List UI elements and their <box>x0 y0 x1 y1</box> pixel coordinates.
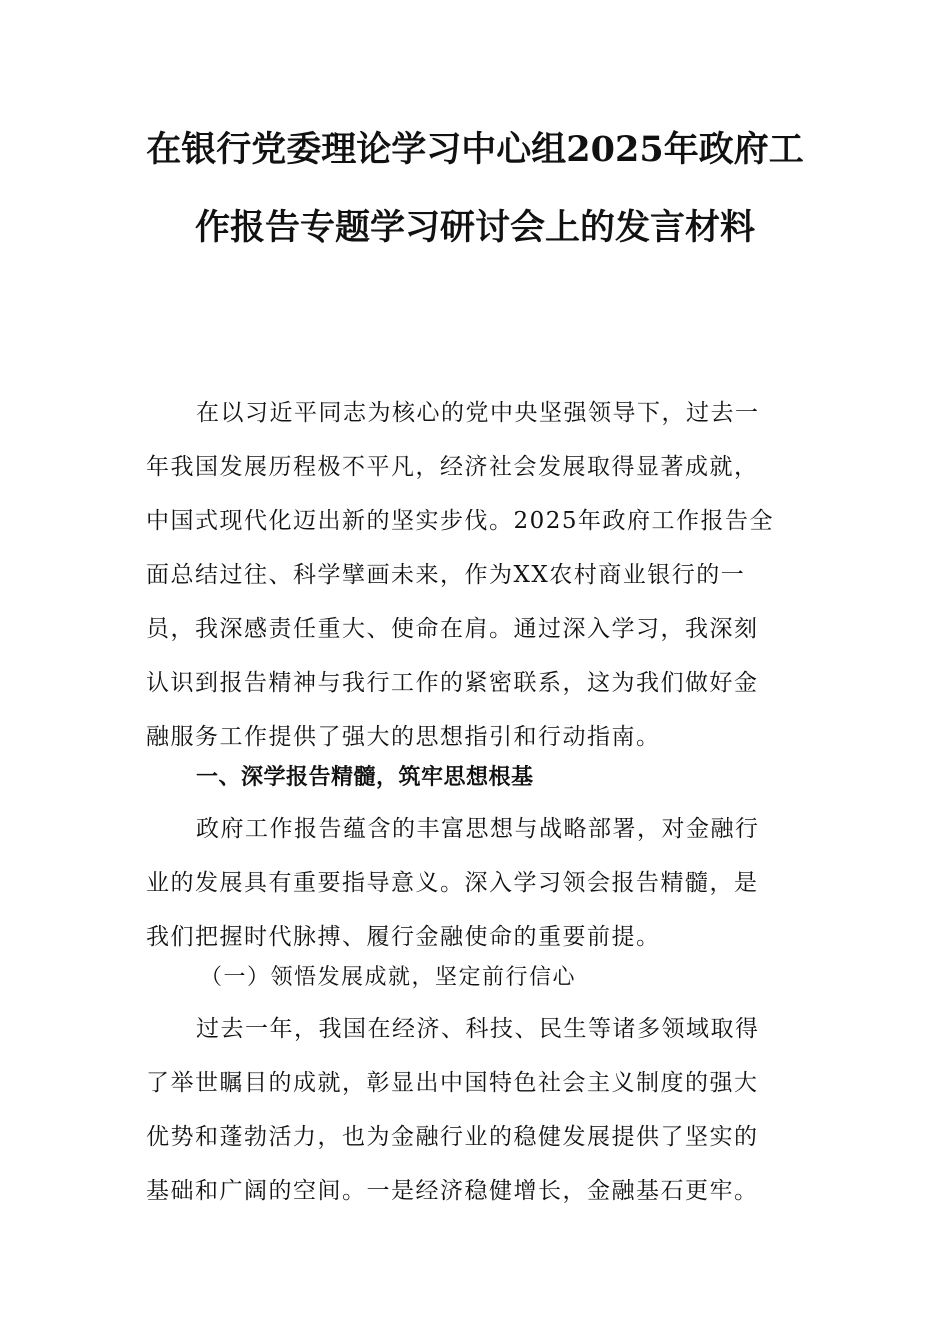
text-line: 面总结过往、科学擘画未来，作为XX农村商业银行的一 <box>146 562 746 588</box>
paragraph-subsection-1 <box>146 1002 806 1218</box>
paragraph-section-1 <box>146 802 806 964</box>
text-line: 中国式现代化迈出新的坚实步伐。2025年政府工作报告全 <box>146 508 775 534</box>
text-line: 了举世瞩目的成就，彰显出中国特色社会主义制度的强大 <box>146 1070 759 1096</box>
document-title-line-2: 作报告专题学习研讨会上的发言材料 <box>194 207 755 248</box>
text-line: 政府工作报告蕴含的丰富思想与战略部署，对金融行 <box>196 816 760 842</box>
text-line: 业的发展具有重要指导意义。深入学习领会报告精髓，是 <box>146 870 759 896</box>
document-title-line-1: 在银行党委理论学习中心组2025年政府工 <box>146 129 804 170</box>
text-line: 优势和蓬勃活力，也为金融行业的稳健发展提供了坚实的 <box>146 1124 759 1150</box>
text-line: 我们把握时代脉搏、履行金融使命的重要前提。 <box>146 924 661 950</box>
text-line: 年我国发展历程极不平凡，经济社会发展取得显著成就， <box>146 454 759 480</box>
text-line: 融服务工作提供了强大的思想指引和行动指南。 <box>146 724 661 750</box>
text-line: 员，我深感责任重大、使命在肩。通过深入学习，我深刻 <box>146 616 759 642</box>
text-line: 在以习近平同志为核心的党中央坚强领导下，过去一 <box>196 400 760 426</box>
subsection-heading-1: （一）领悟发展成就，坚定前行信心 <box>200 965 577 990</box>
section-heading-1: 一、深学报告精髓，筑牢思想根基 <box>196 765 534 790</box>
text-line: 认识到报告精神与我行工作的紧密联系，这为我们做好金 <box>146 670 759 696</box>
paragraph-intro <box>146 386 806 764</box>
text-line: 过去一年，我国在经济、科技、民生等诸多领域取得 <box>196 1016 760 1042</box>
text-line: 基础和广阔的空间。一是经济稳健增长，金融基石更牢。 <box>146 1178 759 1204</box>
